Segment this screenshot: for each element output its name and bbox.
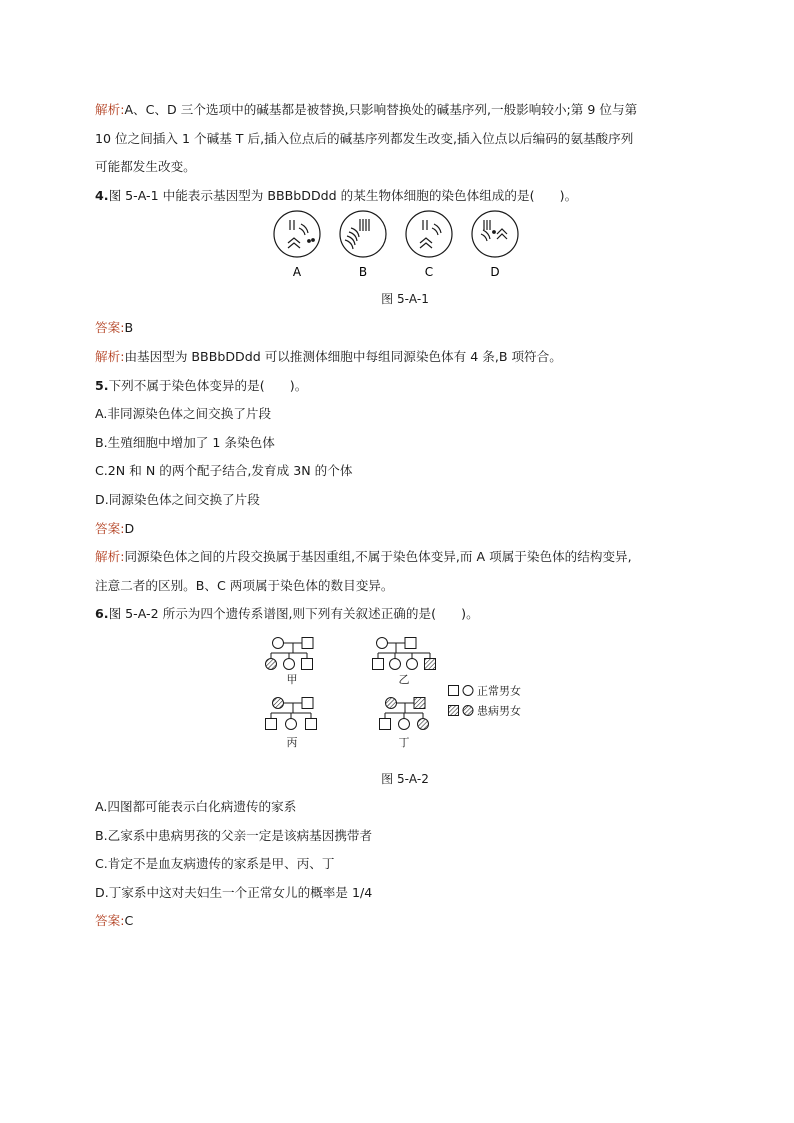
option-a: A.四图都可能表示白化病遗传的家系 — [95, 798, 297, 814]
cell-a-diagram — [274, 211, 320, 257]
answer-label: 答案: — [95, 913, 125, 929]
question-text: 下列不属于染色体变异的是( )。 — [108, 377, 308, 393]
option-c: C.肯定不是血友病遗传的家系是甲、丙、丁 — [95, 856, 335, 872]
analysis-line — [95, 343, 715, 372]
pedigree-label: 甲 — [286, 672, 298, 686]
answer-value: B — [124, 320, 134, 336]
option-b: B.乙家系中患病男孩的父亲一定是该病基因携带者 — [95, 827, 373, 843]
option-a: A.非同源染色体之间交换了片段 — [95, 406, 272, 422]
cell-diagrams — [95, 210, 715, 298]
answer-label: 答案: — [95, 320, 125, 336]
question-number: 5. — [95, 377, 109, 393]
figure-caption: 图 5-A-1 — [381, 292, 429, 307]
document-page — [95, 96, 715, 936]
option-c: C.2N 和 N 的两个配子结合,发育成 3N 的个体 — [95, 463, 353, 479]
analysis-line — [95, 543, 715, 572]
figure-5-a-1 — [95, 210, 715, 298]
question-6 — [95, 600, 715, 629]
pedigree-yi — [373, 637, 436, 669]
analysis-line: 注意二者的区别。B、C 两项属于染色体的数目变异。 — [95, 577, 394, 593]
analysis-text: 同源染色体之间的片段交换属于基因重组,不属于染色体变异,而 A 项属于染色体的结构变异, — [124, 549, 632, 565]
cell-b-diagram — [340, 211, 386, 257]
answer-value: D — [124, 520, 135, 536]
question-number: 4. — [95, 187, 109, 203]
cell-label: D — [490, 265, 500, 280]
answer-line — [95, 314, 715, 343]
analysis-label: 解析: — [95, 549, 125, 565]
analysis-line: 可能都发生改变。 — [95, 159, 196, 175]
analysis-text: A、C、D 三个选项中的碱基都是被替换,只影响替换处的碱基序列,一般影响较小;第 9 位与第 — [124, 102, 638, 117]
option-d: D.丁家系中这对夫妇生一个正常女儿的概率是 1/4 — [95, 884, 373, 900]
question-number: 6. — [95, 606, 109, 622]
cell-label: C — [424, 265, 434, 280]
analysis-line: 10 位之间插入 1 个碱基 T 后,插入位点后的碱基序列都发生改变,插入位点以后编码的氨基酸序列 — [95, 130, 634, 146]
analysis-line — [95, 96, 715, 125]
question-4 — [95, 182, 715, 211]
pedigree-ding — [380, 697, 429, 729]
cell-label: A — [292, 265, 302, 280]
figure-5-a-2 — [95, 629, 715, 767]
pedigree-charts — [95, 629, 715, 767]
figure-caption: 图 5-A-2 — [381, 771, 429, 786]
analysis-label: 解析: — [95, 102, 125, 117]
analysis-text: 由基因型为 BBBbDDdd 可以推测体细胞中每组同源染色体有 4 条,B 项符合。 — [124, 348, 562, 364]
answer-label: 答案: — [95, 520, 125, 536]
analysis-label: 解析: — [95, 348, 125, 364]
question-text: 图 5-A-1 中能表示基因型为 BBBbDDdd 的某生物体细胞的染色体组成的是( )。 — [108, 187, 578, 203]
pedigree-bing — [266, 697, 317, 729]
answer-line — [95, 515, 715, 544]
pedigree-label: 丁 — [398, 735, 410, 749]
cell-d-diagram — [472, 211, 518, 257]
pedigree-jia — [266, 637, 314, 669]
cell-c-diagram — [406, 211, 452, 257]
cell-label: B — [358, 265, 368, 280]
question-5 — [95, 372, 715, 401]
answer-value: C — [124, 913, 134, 929]
option-d: D.同源染色体之间交换了片段 — [95, 491, 260, 507]
pedigree-label: 乙 — [398, 672, 410, 686]
option-b: B.生殖细胞中增加了 1 条染色体 — [95, 434, 275, 450]
answer-line — [95, 907, 715, 936]
legend-affected-label: 患病男女 — [477, 704, 521, 718]
question-text: 图 5-A-2 所示为四个遗传系谱图,则下列有关叙述正确的是( )。 — [108, 606, 479, 622]
pedigree-label: 丙 — [286, 735, 298, 749]
pedigree-legend — [449, 685, 474, 715]
legend-normal-label: 正常男女 — [477, 684, 521, 698]
